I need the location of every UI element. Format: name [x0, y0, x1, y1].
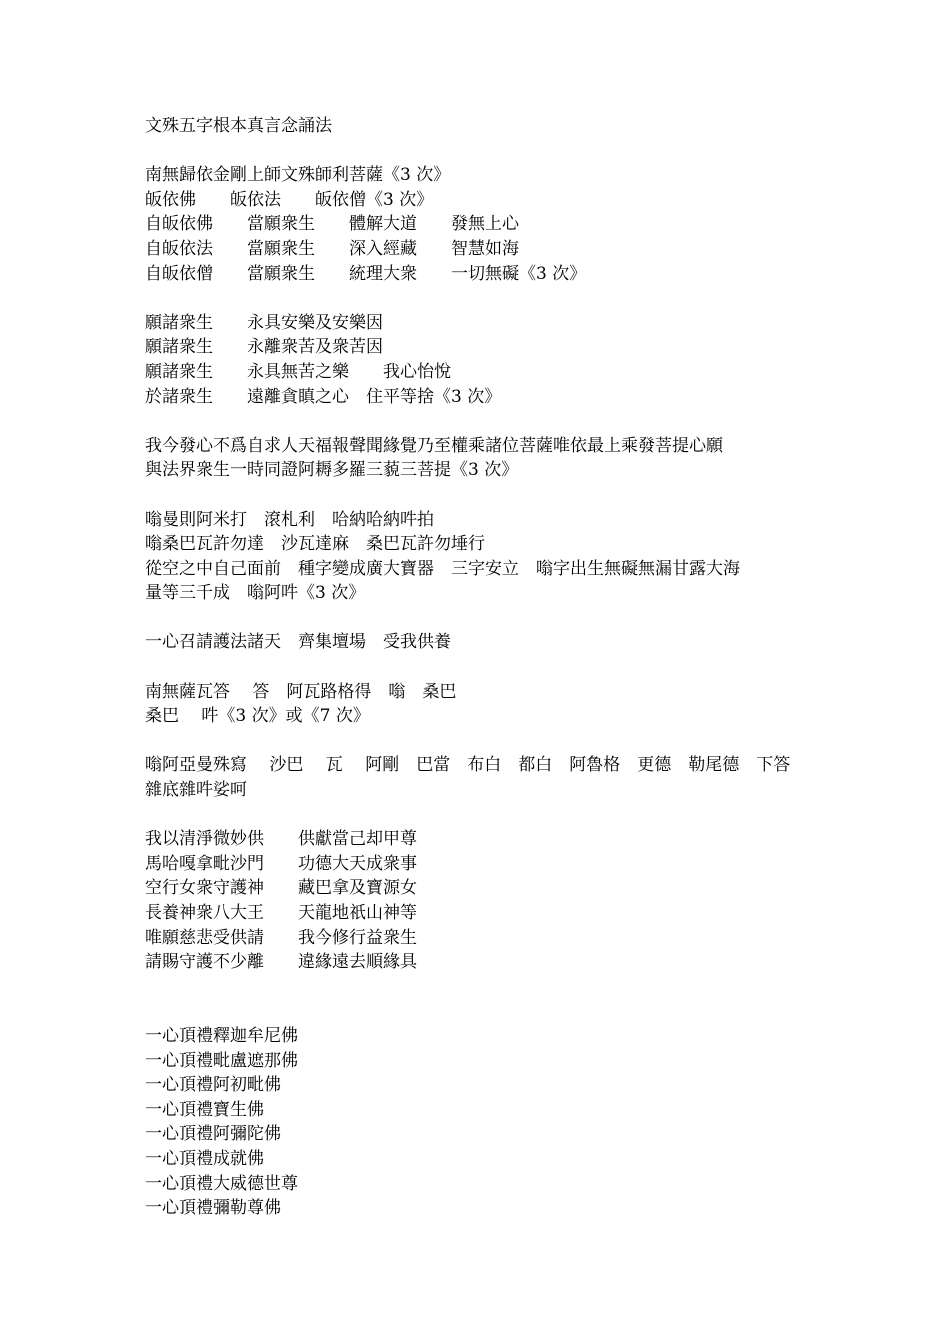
namo-mantra-line: 南無薩瓦答 答 阿瓦路格得 嗡 桑巴 [145, 681, 457, 702]
aspiration-line: 願諸衆生 永離衆苦及衆苦因 [145, 337, 383, 358]
prostration-line: 一心頂禮成就佛 [145, 1148, 264, 1169]
spacer [145, 655, 835, 680]
om-mantra-line: 嗡阿亞曼殊寫 沙巴 瓦 阿剛 巴當 布白 都白 阿魯格 更德 勒尾德 下答 [145, 755, 791, 776]
verse-line: 唯願慈悲受供請 我今修行益衆生 [145, 927, 417, 948]
offering-mantra-line: 量等三千成 嗡阿吽《3 次》 [145, 583, 366, 604]
offering-mantra-line: 嗡桑巴瓦許勿達 沙瓦達麻 桑巴瓦許勿埵行 [145, 534, 485, 555]
bodhicitta-line: 與法界衆生一時同證阿耨多羅三藐三菩提《3 次》 [145, 460, 519, 481]
offering-mantra-line: 從空之中自己面前 種字變成廣大寶器 三字安立 嗡字出生無礙無漏甘露大海 [145, 558, 740, 579]
spacer [145, 139, 835, 164]
spacer [145, 286, 835, 311]
namo-mantra-line: 桑巴 吽《3 次》或《7 次》 [145, 706, 370, 727]
offering-mantra-line: 嗡曼則阿米打 滾札利 哈納哈納吽拍 [145, 509, 434, 530]
prostration-line: 一心頂禮阿彌陀佛 [145, 1124, 281, 1145]
refuge-line: 自皈依僧 當願衆生 統理大衆 一切無礙《3 次》 [145, 263, 587, 284]
verse-line: 馬哈嘎拿毗沙門 功德大天成衆事 [145, 853, 417, 874]
refuge-line: 自皈依佛 當願衆生 體解大道 發無上心 [145, 214, 519, 235]
aspiration-line: 於諸衆生 遠離貪瞋之心 住平等捨《3 次》 [145, 386, 502, 407]
prostration-line: 一心頂禮阿初毗佛 [145, 1075, 281, 1096]
refuge-line: 皈依佛 皈依法 皈依僧《3 次》 [145, 189, 434, 210]
aspiration-line: 願諸衆生 永具無苦之樂 我心怡悅 [145, 361, 451, 382]
prostration-line: 一心頂禮大威德世尊 [145, 1173, 298, 1194]
spacer [145, 483, 835, 508]
prostration-line: 一心頂禮彌勒尊佛 [145, 1198, 281, 1219]
spacer [145, 409, 835, 434]
refuge-line: 自皈依法 當願衆生 深入經藏 智慧如海 [145, 238, 519, 259]
verse-line: 空行女衆守護神 藏巴拿及寶源女 [145, 878, 417, 899]
verse-line: 我以清淨微妙供 供獻當己却甲尊 [145, 829, 417, 850]
verse-line: 長養神衆八大王 天龍地祇山神等 [145, 903, 417, 923]
invocation-line: 一心召請護法諸天 齊集壇場 受我供養 [145, 632, 451, 653]
aspiration-line: 願諸衆生 永具安樂及安樂因 [145, 312, 383, 333]
prostration-line: 一心頂禮寶生佛 [145, 1099, 264, 1120]
refuge-line: 南無歸依金剛上師文殊師利菩薩《3 次》 [145, 165, 451, 186]
spacer [145, 975, 835, 1024]
prostration-line: 一心頂禮毗盧遮那佛 [145, 1050, 298, 1071]
verse-line: 請賜守護不少離 違緣遠去順緣具 [145, 952, 417, 973]
spacer [145, 803, 835, 828]
om-mantra-line: 雜底雜吽娑呵 [145, 780, 247, 801]
spacer [145, 729, 835, 754]
document-title: 文殊五字根本真言念誦法 [145, 116, 332, 136]
prostration-line: 一心頂禮釋迦牟尼佛 [145, 1025, 298, 1046]
spacer [145, 606, 835, 631]
bodhicitta-line: 我今發心不爲自求人天福報聲聞緣覺乃至權乘諸位菩薩唯依最上乘發菩提心願 [145, 435, 723, 456]
document-body [145, 114, 835, 1221]
